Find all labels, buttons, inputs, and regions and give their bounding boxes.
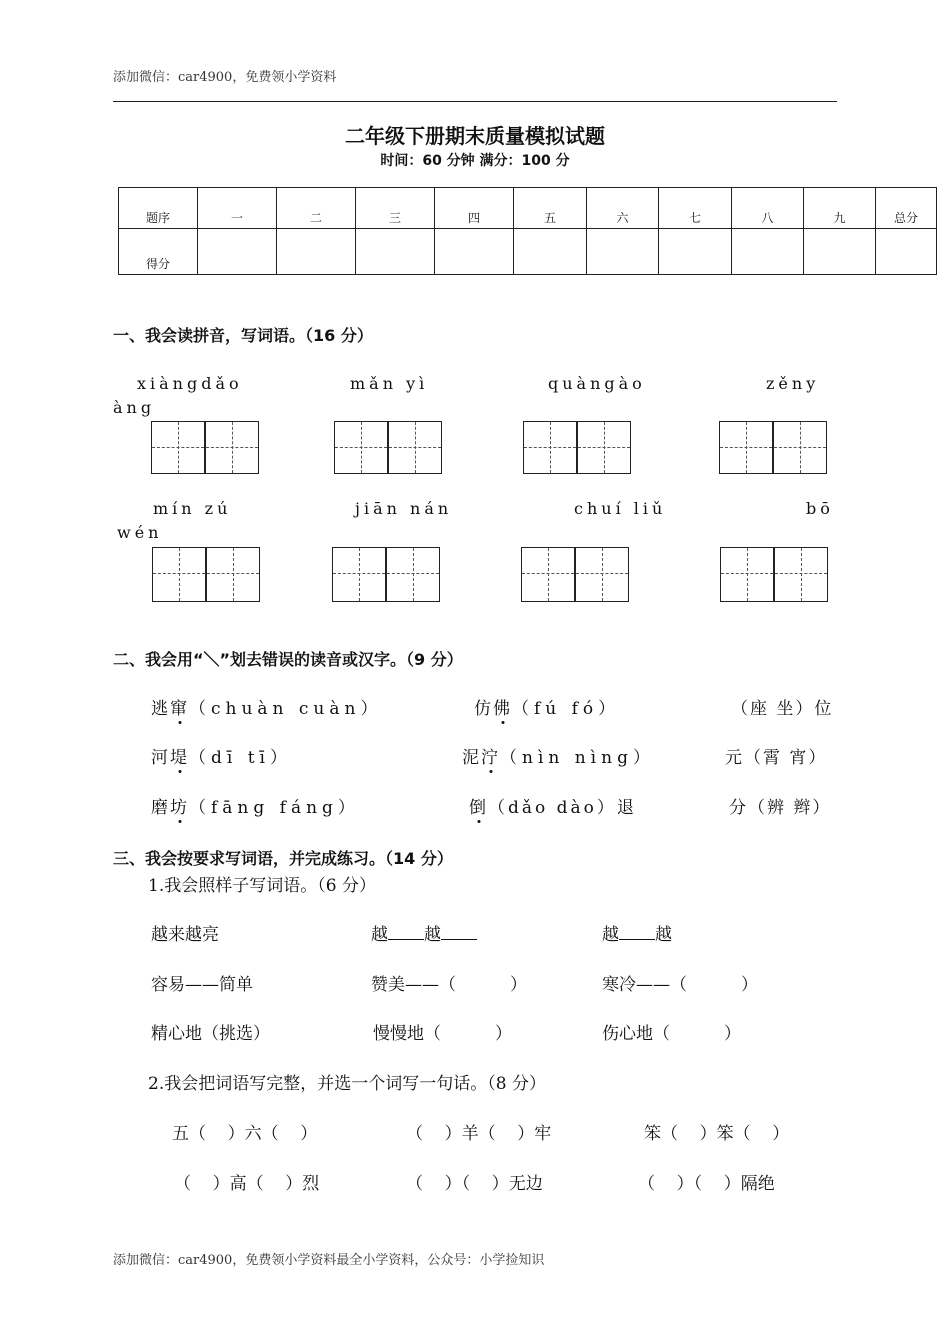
blank[interactable] (619, 925, 655, 940)
pinyin-word: bō (806, 499, 834, 518)
choice-item: 倒（dǎo dào）退 (469, 793, 637, 818)
section3-sub1: 1.我会照样子写词语。（6 分） (148, 876, 376, 896)
writing-box[interactable] (575, 547, 629, 602)
pinyin-word: xiàngdǎo (137, 374, 243, 393)
pinyin-word: chuí liǔ (574, 499, 667, 518)
pinyin-word: jiān nán (355, 499, 453, 518)
writing-box[interactable] (774, 547, 828, 602)
writing-box[interactable] (523, 421, 577, 474)
fill-item: 越 越 (371, 920, 477, 945)
choice-item: 泥泞（nìn nìng） (462, 743, 655, 768)
score-input-cell[interactable] (659, 229, 732, 275)
section3-title: 三、我会按要求写词语，并完成练习。（14 分） (113, 849, 453, 868)
choice-item: 逃窜（chuàn cuàn） (151, 694, 382, 719)
writing-box[interactable] (577, 421, 631, 474)
section3-sub2: 2.我会把词语写完整，并选一个词写一句话。（8 分） (148, 1074, 546, 1094)
idiom-item[interactable]: （ ）（ ）无边 (406, 1174, 543, 1194)
score-input-cell[interactable] (804, 229, 876, 275)
writing-box[interactable] (151, 421, 205, 474)
fill-item[interactable]: 伤心地（ ） (602, 1024, 742, 1044)
example-word: 越来越亮 (151, 925, 219, 945)
footer-note: 添加微信：car4900，免费领小学资料最全小学资料，公众号：小学捡知识 (113, 1253, 545, 1268)
pinyin-word: mǎn yì (350, 374, 429, 393)
score-cell: 二 (277, 188, 356, 229)
score-table-score-row (119, 229, 937, 275)
score-input-cell[interactable] (876, 229, 937, 275)
header-divider (113, 101, 837, 102)
writing-box[interactable] (205, 421, 259, 474)
score-table (118, 187, 937, 275)
writing-box[interactable] (773, 421, 827, 474)
writing-box[interactable] (719, 421, 773, 474)
section2-title: 二、我会用“＼”划去错误的读音或汉字。（9 分） (113, 650, 463, 669)
fill-item[interactable]: 慢慢地（ ） (373, 1024, 513, 1044)
page-subtitle: 时间：60 分钟 满分：100 分 (380, 153, 570, 169)
example-word: 精心地（挑选） (151, 1024, 270, 1044)
section1-title: 一、我会读拼音，写词语。（16 分） (113, 326, 373, 345)
score-cell: 四 (435, 188, 514, 229)
pinyin-word: mín zú (153, 499, 232, 518)
choice-item: 元（霄 宵） (725, 748, 828, 768)
fill-item[interactable]: 寒冷——（ ） (602, 975, 759, 995)
idiom-item[interactable]: （ ）（ ）隔绝 (638, 1174, 775, 1194)
score-cell: 五 (514, 188, 587, 229)
choice-item: （座 坐）位 (731, 699, 834, 719)
writing-box[interactable] (521, 547, 575, 602)
score-cell: 三 (356, 188, 435, 229)
choice-item: 分（辨 辫） (729, 798, 832, 818)
choice-item: 仿佛（fú fó） (474, 694, 620, 719)
writing-box[interactable] (386, 547, 440, 602)
score-cell: 题序 (119, 188, 198, 229)
blank[interactable] (441, 925, 477, 940)
score-input-cell[interactable] (198, 229, 277, 275)
idiom-item[interactable]: 笨（ ）笨（ ） (644, 1124, 790, 1144)
writing-box[interactable] (720, 547, 774, 602)
choice-item: 河堤（dī tī） (151, 743, 292, 768)
score-label: 得分 (119, 229, 198, 275)
score-input-cell[interactable] (435, 229, 514, 275)
score-cell: 六 (587, 188, 659, 229)
score-cell: 八 (732, 188, 804, 229)
idiom-item[interactable]: 五（ ）六（ ） (172, 1124, 318, 1144)
writing-box[interactable] (332, 547, 386, 602)
example-word: 容易——简单 (151, 975, 253, 995)
writing-box[interactable] (334, 421, 388, 474)
score-cell: 七 (659, 188, 732, 229)
score-input-cell[interactable] (277, 229, 356, 275)
idiom-item[interactable]: （ ）羊（ ）牢 (406, 1124, 552, 1144)
idiom-item[interactable]: （ ）高（ ）烈 (174, 1174, 320, 1194)
score-input-cell[interactable] (587, 229, 659, 275)
score-cell: 总分 (876, 188, 937, 229)
pinyin-word: wén (117, 523, 163, 542)
pinyin-word: zěny (766, 374, 820, 393)
pinyin-word: àng (113, 398, 156, 417)
score-input-cell[interactable] (732, 229, 804, 275)
score-cell: 一 (198, 188, 277, 229)
blank[interactable] (388, 925, 424, 940)
writing-box[interactable] (388, 421, 442, 474)
pinyin-word: quàngào (548, 374, 646, 393)
choice-item: 磨坊（fāng fáng） (151, 793, 360, 818)
score-input-cell[interactable] (356, 229, 435, 275)
writing-box[interactable] (206, 547, 260, 602)
header-note: 添加微信：car4900，免费领小学资料 (113, 70, 337, 85)
fill-item[interactable]: 赞美——（ ） (371, 975, 528, 995)
score-cell: 九 (804, 188, 876, 229)
fill-item: 越 越 (602, 925, 672, 945)
page-title: 二年级下册期末质量模拟试题 (345, 124, 605, 148)
writing-box[interactable] (152, 547, 206, 602)
score-table-header-row (119, 188, 937, 229)
score-input-cell[interactable] (514, 229, 587, 275)
